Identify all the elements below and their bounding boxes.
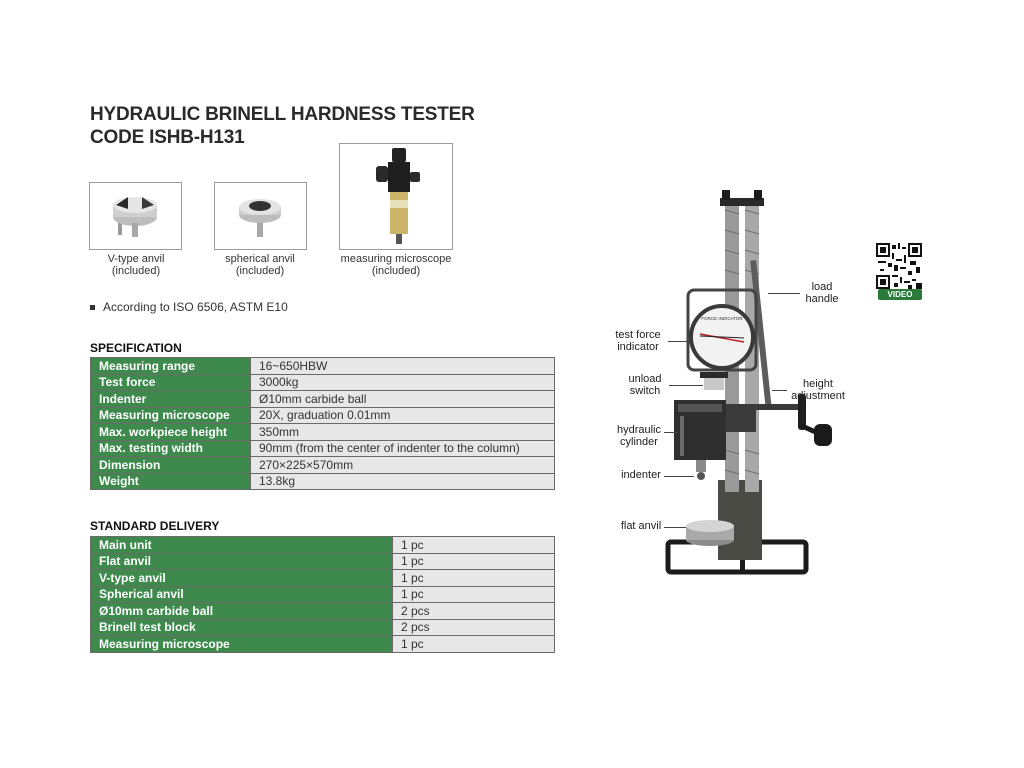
v-type-anvil-thumbnail (89, 182, 182, 250)
title-line-2: CODE ISHB-H131 (90, 127, 245, 148)
leader-line (768, 293, 800, 294)
video-badge[interactable]: VIDEO (878, 289, 922, 300)
table-row: Spherical anvil 1 pc (91, 586, 555, 603)
callout-indenter: indenter (621, 469, 661, 481)
table-row: Ø10mm carbide ball 2 pcs (91, 603, 555, 620)
leader-line (664, 432, 678, 433)
specification-title: SPECIFICATION (90, 341, 182, 355)
spherical-anvil-caption: spherical anvil (included) (225, 253, 295, 277)
table-row: Dimension 270×225×570mm (91, 457, 555, 474)
measuring-microscope-icon (340, 144, 452, 249)
spherical-anvil-thumbnail (214, 182, 307, 250)
callout-flat-anvil: flat anvil (620, 520, 662, 532)
standard-delivery-table (90, 536, 555, 653)
title-line-1: HYDRAULIC BRINELL HARDNESS TESTER (90, 104, 475, 125)
leader-line (668, 341, 690, 342)
leader-line (669, 385, 703, 386)
v-type-anvil-icon (90, 183, 181, 249)
measuring-microscope-caption: measuring microscope (included) (340, 253, 452, 277)
table-row: Flat anvil 1 pc (91, 553, 555, 570)
table-row: Max. testing width 90mm (from the center of indenter to the column) (91, 440, 555, 457)
measuring-microscope-thumbnail (339, 143, 453, 250)
table-row: Indenter Ø10mm carbide ball (91, 391, 555, 408)
table-row: Weight 13.8kg (91, 473, 555, 490)
v-type-anvil-caption: V-type anvil (included) (107, 253, 165, 277)
table-row: Measuring range 16~650HBW (91, 358, 555, 375)
table-row: Measuring microscope 1 pc (91, 636, 555, 653)
callout-height-adjustment: height adjustment (791, 378, 845, 402)
table-row: Measuring microscope 20X, graduation 0.01mm (91, 407, 555, 424)
callout-test-force-indicator: test force indicator (615, 329, 661, 353)
leader-line (772, 390, 787, 391)
table-row: Main unit 1 pc (91, 537, 555, 554)
spherical-anvil-icon (215, 183, 306, 249)
standard-note: According to ISO 6506, ASTM E10 (90, 300, 288, 314)
table-row: V-type anvil 1 pc (91, 570, 555, 587)
callout-load-handle: load handle (805, 281, 839, 305)
standard-delivery-title: STANDARD DELIVERY (90, 519, 220, 533)
callout-hydraulic-cylinder: hydraulic cylinder (616, 424, 662, 448)
leader-line (664, 476, 694, 477)
qr-code-icon[interactable] (876, 243, 922, 289)
bullet-square-icon (90, 305, 95, 310)
callout-unload-switch: unload switch (628, 373, 662, 397)
specification-table (90, 357, 555, 490)
table-row: Max. workpiece height 350mm (91, 424, 555, 441)
table-row: Test force 3000kg (91, 374, 555, 391)
table-row: Brinell test block 2 pcs (91, 619, 555, 636)
gauge-label: FORCE INDICATOR (701, 316, 743, 321)
leader-line (664, 527, 686, 528)
